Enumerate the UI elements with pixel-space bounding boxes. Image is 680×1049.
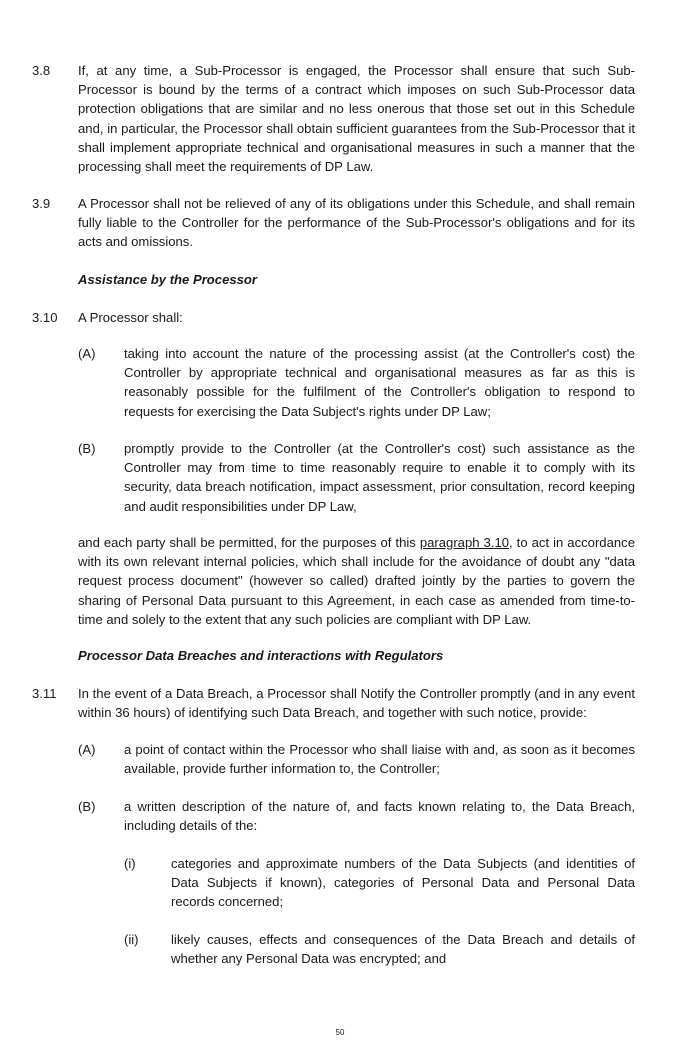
subclause-label: (A) bbox=[78, 742, 96, 757]
section-heading: Processor Data Breaches and interactions with Regulators bbox=[78, 648, 444, 663]
subclause-label: (B) bbox=[78, 799, 96, 814]
clause-tail-text: and each party shall be permitted, for the purposes of this paragraph 3.10, to act in accordance with its own relevant internal policies, which shall include for the avoidance of doubt any "data request process document" (however so called) drafted jointly by the parties to govern the sharing of Personal Data pursuant to this Agreement, in each case as amended from time-to-time and solely to the extent that any such policies are compliant with DP Law. bbox=[78, 535, 635, 627]
clause-text: In the event of a Data Breach, a Processor shall Notify the Controller promptly (and in any event within 36 hours) of identifying such Data Breach, and together with such notice, provide: bbox=[78, 686, 635, 721]
subclause-text: a written description of the nature of, and facts known relating to, the Data Breach, including details of the: bbox=[124, 799, 635, 834]
subclause-label: (B) bbox=[78, 441, 96, 456]
clause-number: 3.8 bbox=[32, 63, 51, 78]
subclause-text: promptly provide to the Controller (at the Controller's cost) such assistance as the Controller may from time to time reasonably require to enable it to comply with its security, data breach notification, impact assessment, prior consultation, record keeping and audit responsibilities under DP Law, bbox=[124, 441, 635, 514]
sub-subclause-text: categories and approximate numbers of the Data Subjects (and identities of Data Subjects if known), categories of Personal Data and Personal Data records concerned; bbox=[171, 856, 635, 910]
sub-subclause-label: (i) bbox=[124, 856, 136, 871]
sub-subclause-label: (ii) bbox=[124, 932, 139, 947]
clause-number: 3.10 bbox=[32, 310, 58, 325]
clause-text: A Processor shall: bbox=[78, 310, 183, 325]
clause-text: A Processor shall not be relieved of any of its obligations under this Schedule, and shall remain fully liable to the Controller for the performance of the Sub-Processor's obligations and for its acts and omissions. bbox=[78, 196, 635, 250]
paragraph-reference: paragraph 3.10 bbox=[419, 535, 510, 550]
clause-text: If, at any time, a Sub-Processor is engaged, the Processor shall ensure that such Sub-Processor is bound by the terms of a contract which imposes on such Sub-Processor data protection obligations that are similar and no less onerous that those set out in this Schedule and, in particular, the Processor shall obtain sufficient guarantees from the Sub-Processor that it shall implement appropriate technical and organisational measures in such a manner that the processing shall meet the requirements of DP Law. bbox=[78, 63, 635, 175]
page-number: 50 bbox=[335, 1028, 345, 1037]
sub-subclause-text: likely causes, effects and consequences of the Data Breach and details of whether any Personal Data was encrypted; and bbox=[171, 932, 635, 967]
clause-number: 3.11 bbox=[32, 686, 57, 701]
subclause-text: taking into account the nature of the processing assist (at the Controller's cost) the Controller by appropriate technical and organisational measures as far as this is reasonably possible for the fulfilment of the Controller's obligation to respond to requests for exercising the Data Subject's rights under DP Law; bbox=[124, 346, 635, 419]
clause-number: 3.9 bbox=[32, 196, 51, 211]
subclause-label: (A) bbox=[78, 346, 96, 361]
subclause-text: a point of contact within the Processor who shall liaise with and, as soon as it becomes available, provide further information to, the Controller; bbox=[124, 742, 635, 777]
section-heading: Assistance by the Processor bbox=[78, 272, 258, 287]
